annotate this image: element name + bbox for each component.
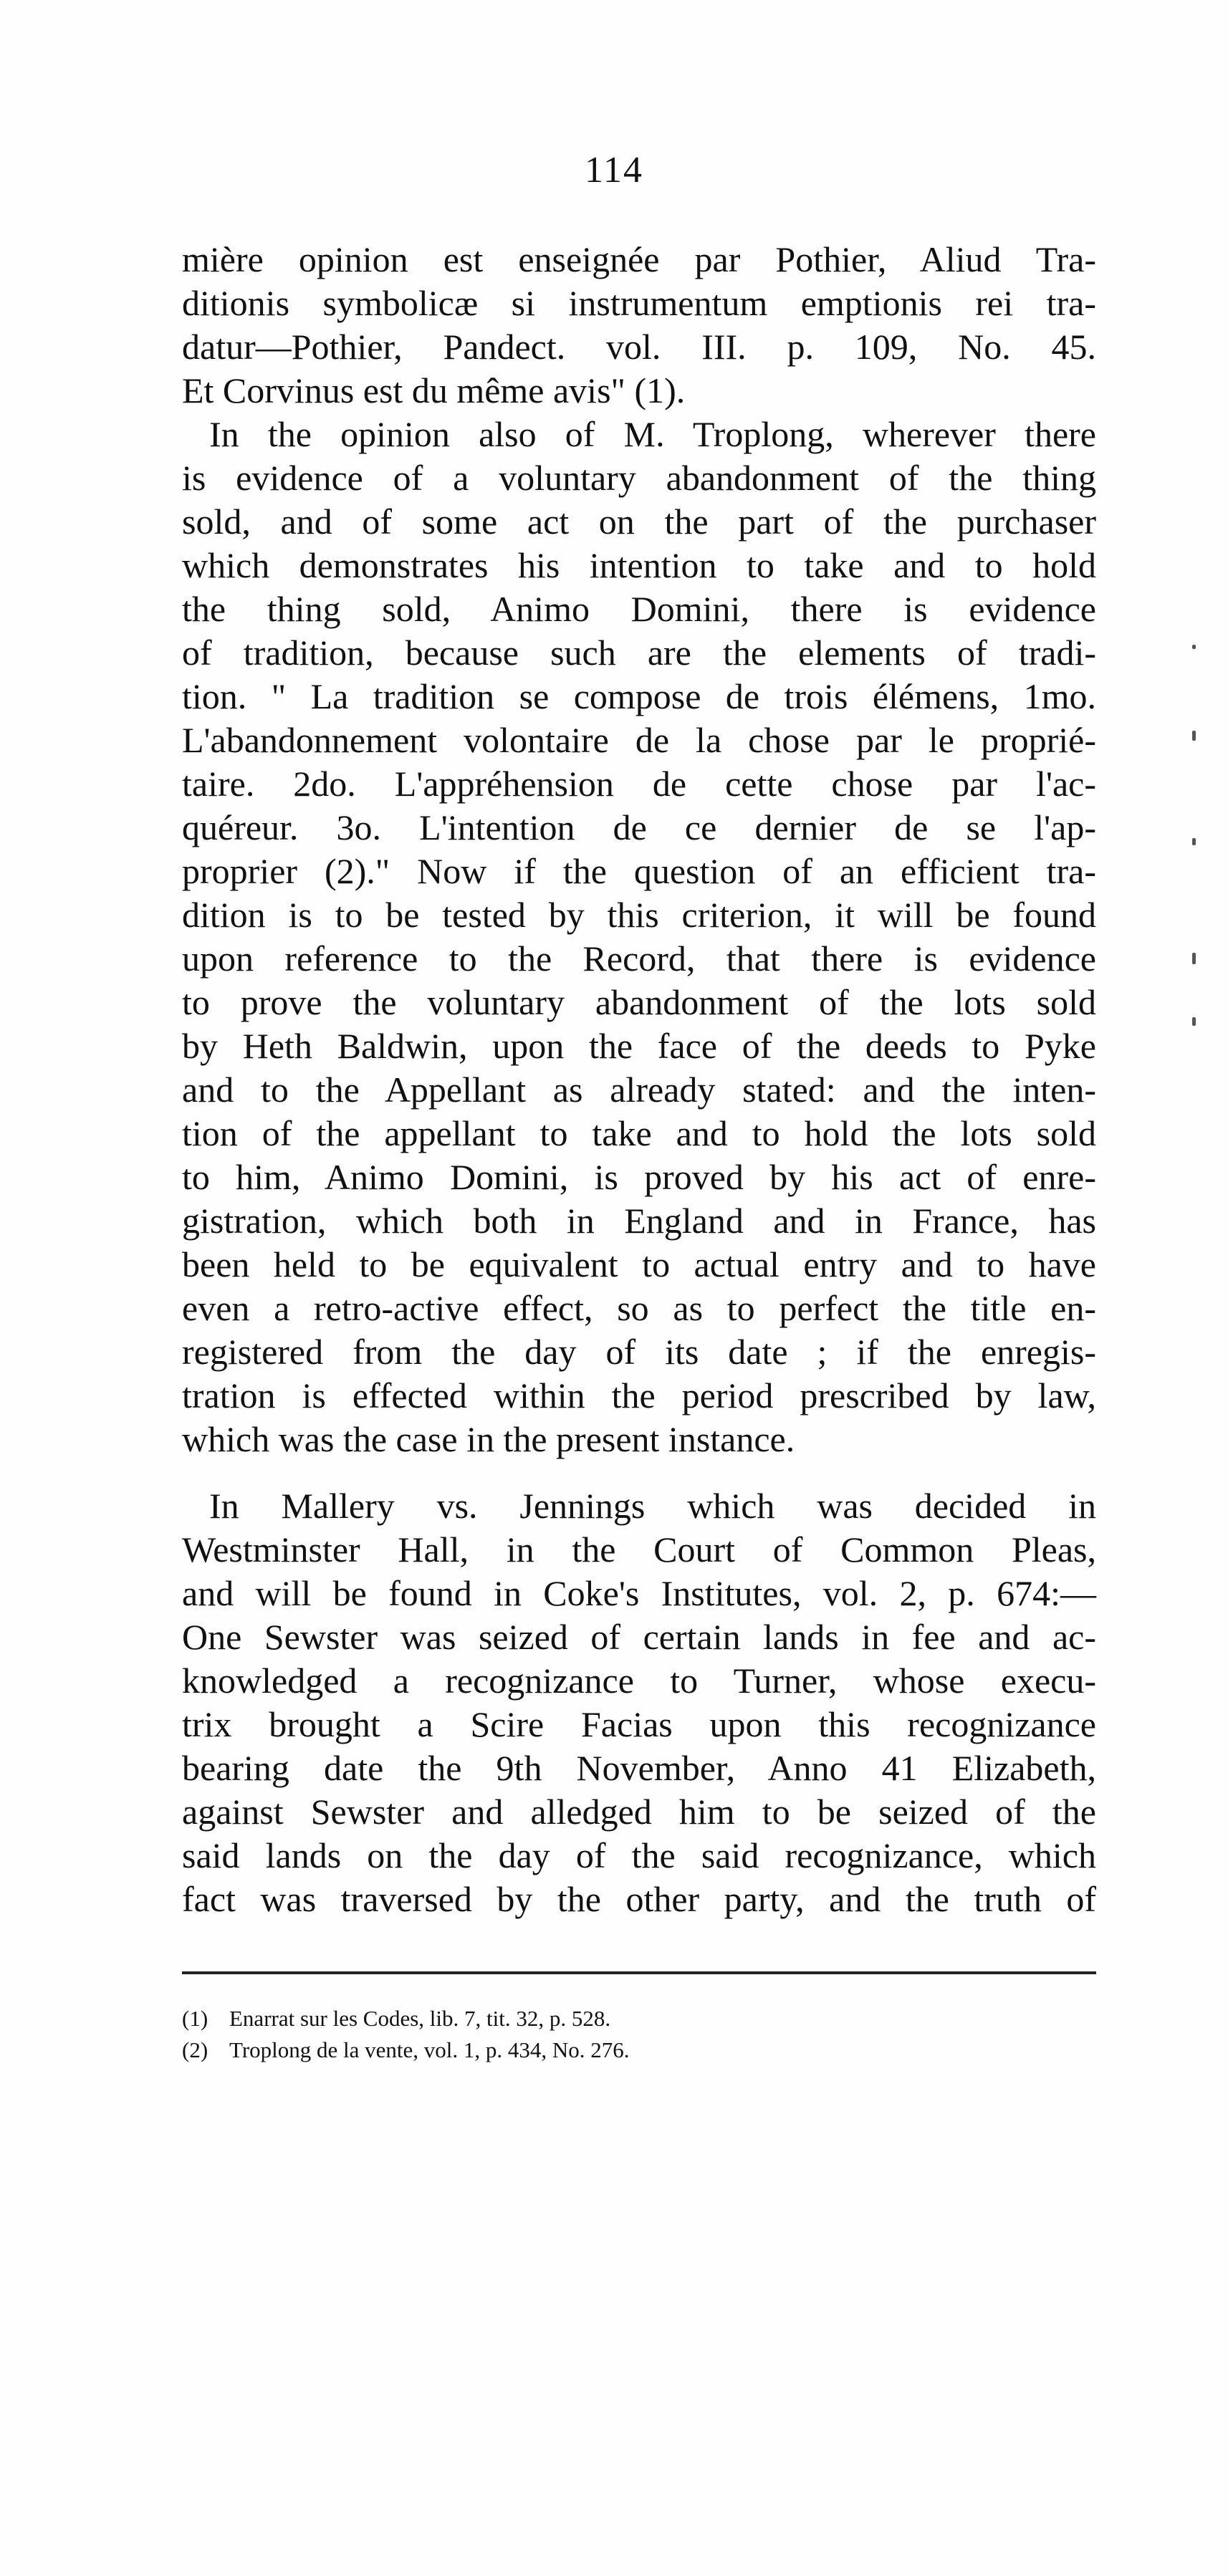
text-line: knowledged a recognizance to Turner, whose execu- — [182, 1661, 1096, 1701]
scan-speck — [1192, 1017, 1196, 1026]
text-line: mière opinion est enseignée par Pothier, Aliud Tra- — [182, 239, 1096, 279]
footnotes — [182, 2003, 1096, 2066]
text-line: dition is to be tested by this criterion, it will be found — [182, 895, 1096, 935]
text-line: against Sewster and alledged him to be seized of the — [182, 1792, 1096, 1832]
text-line: datur—Pothier, Pandect. vol. III. p. 109, No. 45. — [182, 327, 1096, 367]
text-line: upon reference to the Record, that there is evidence — [182, 938, 1096, 979]
text-line: taire. 2do. L'appréhension de cette chose par l'ac- — [182, 764, 1096, 804]
paragraph-spacer — [182, 1461, 1096, 1484]
footnote-text: Troplong de la vente, vol. 1, p. 434, No. 276. — [229, 2037, 630, 2062]
footnote-mark: (2) — [182, 2037, 208, 2062]
scan-speck — [1192, 953, 1196, 964]
text-line: even a retro-active effect, so as to perfect the title en- — [182, 1288, 1096, 1328]
text-line: to him, Animo Domini, is proved by his act of enre- — [182, 1157, 1096, 1197]
footnote — [182, 2034, 1096, 2066]
text-line: and will be found in Coke's Institutes, vol. 2, p. 674:— — [182, 1573, 1096, 1613]
text-line: said lands on the day of the said recognizance, which — [182, 1835, 1096, 1875]
text-line: In the opinion also of M. Troplong, wherever there — [209, 414, 1096, 454]
scan-speck — [1192, 645, 1196, 649]
text-line: tion. " La tradition se compose de trois élémens, 1mo. — [182, 676, 1096, 716]
text-line: sold, and of some act on the part of the purchaser — [182, 501, 1096, 542]
text-line: registered from the day of its date ; if the enregis- — [182, 1332, 1096, 1372]
text-line: of tradition, because such are the elements of tradi- — [182, 633, 1096, 673]
paragraph — [182, 1484, 1096, 1921]
text-line: which was the case in the present instance. — [182, 1419, 795, 1459]
text-line: tration is effected within the period prescribed by law, — [182, 1375, 1096, 1416]
text-line: quéreur. 3o. L'intention de ce dernier de se l'ap- — [182, 807, 1096, 847]
paragraph — [182, 413, 1096, 1461]
text-line: Westminster Hall, in the Court of Common Pleas, — [182, 1529, 1096, 1570]
text-line: which demonstrates his intention to take and to hold — [182, 545, 1096, 585]
text-line: ditionis symbolicæ si instrumentum emptionis rei tra- — [182, 283, 1096, 323]
paragraph — [182, 238, 1096, 413]
text-line: tion of the appellant to take and to hold the lots sold — [182, 1113, 1096, 1153]
text-line: the thing sold, Animo Domini, there is evidence — [182, 589, 1096, 629]
text-line: trix brought a Scire Facias upon this recognizance — [182, 1704, 1096, 1744]
text-line: proprier (2)." Now if the question of an efficient tra- — [182, 851, 1096, 891]
scan-speck — [1192, 731, 1196, 741]
text-line: by Heth Baldwin, upon the face of the deeds to Pyke — [182, 1026, 1096, 1066]
page-number: 114 — [584, 150, 644, 191]
footnote-mark: (1) — [182, 2006, 208, 2031]
text-line: been held to be equivalent to actual entry and to have — [182, 1244, 1096, 1284]
text-line: and to the Appellant as already stated: and the inten- — [182, 1070, 1096, 1110]
text-line: is evidence of a voluntary abandonment of the thing — [182, 458, 1096, 498]
scan-speck — [1192, 838, 1196, 845]
text-line: gistration, which both in England and in France, has — [182, 1201, 1096, 1241]
text-line: L'abandonnement volontaire de la chose par le proprié- — [182, 720, 1096, 760]
text-line: One Sewster was seized of certain lands in fee and ac- — [182, 1617, 1096, 1657]
text-line: to prove the voluntary abandonment of the lots sold — [182, 982, 1096, 1022]
scan-artifacts — [1192, 645, 1207, 1075]
footnote-text: Enarrat sur les Codes, lib. 7, tit. 32, p. 528. — [229, 2006, 611, 2031]
body-text — [182, 238, 1096, 1921]
text-line: fact was traversed by the other party, and the truth of — [182, 1879, 1096, 1919]
footnote — [182, 2003, 1096, 2034]
footnote-divider — [182, 1971, 1096, 1974]
text-line: Et Corvinus est du même avis" (1). — [182, 370, 686, 410]
text-line: bearing date the 9th November, Anno 41 Elizabeth, — [182, 1748, 1096, 1788]
text-line: In Mallery vs. Jennings which was decided in — [209, 1486, 1096, 1526]
